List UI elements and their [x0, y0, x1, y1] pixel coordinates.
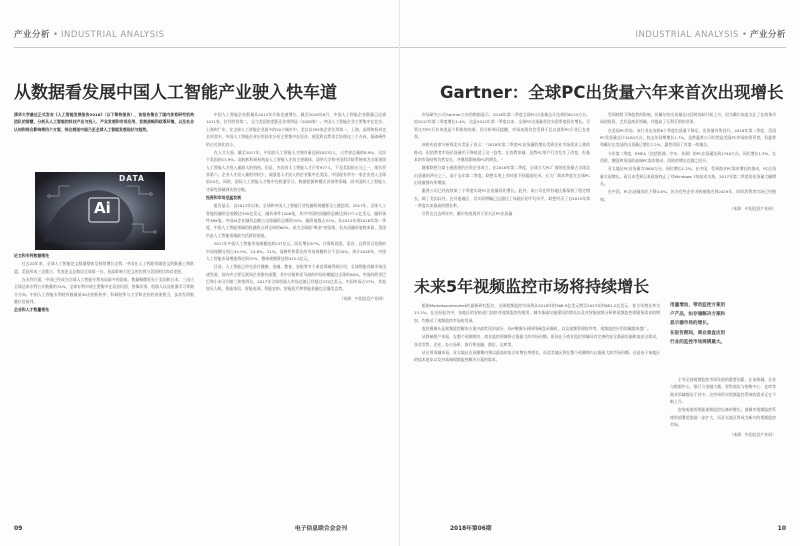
header-separator: • — [741, 30, 747, 40]
article-column-1-intro — [14, 111, 194, 169]
page-number: 09 — [14, 525, 23, 532]
paragraph: 根据Marketsandmarket的最新研究报告，全球视频监控市场将从2018年的368.9亿美元增至2023年的681.2亿美元，复合年增长率为13.1%。在这份报告中，各地区的安防部门加快对视频监控的使用，城市基础设施建设的增长以及对智能视频分析和视频监控即服务需求的增加，均推动了视频监控市场的发展。 — [414, 303, 660, 323]
header-separator: • — [53, 30, 59, 40]
paragraph: 安装或使用智能视频监控设备的增长，使城市视频监控系统的部署范围进一步扩大，而亚太地区将成为新兴的视频监控市场。 — [670, 407, 776, 428]
paragraph: 用量增加，带动监控方案用户产品，如存储解决方案和显示器市场的增长。 — [670, 303, 726, 326]
left-footer — [14, 525, 22, 532]
right-section-header — [635, 28, 786, 42]
article-column-1 — [14, 252, 194, 512]
right-page — [400, 0, 800, 546]
paragraph: 主导全球视频监控市场发展的重要因素，在该领域，企业与数据中心、银行与金融大楼、零售商店与购物中心、仓库等商业领域都处于其中。这些场所对视频监控系统的需求正在不断上升。 — [670, 377, 776, 405]
source-note: （来源：中国信息产业网） — [729, 206, 776, 212]
paragraph: 在报告期间，商业垂直应用行业的监控市场规模最大。 — [670, 331, 726, 346]
paragraph: 惠普公司已经连续第三个季度实现PC出货量同比增长。此外，该公司在所有地区都保持了稳定增长，除了美国以外，在其他地区，其实际增幅已远超过了该地区的平均水平。联想经历了自2015年第一季度以来最高的增长率。 — [414, 188, 590, 209]
section-title-en: INDUSTRIAL ANALYSIS — [635, 30, 739, 40]
article-title-1: Gartner：全球PC出货量六年来首次出现增长 — [440, 83, 784, 102]
section-title-en: INDUSTRIAL ANALYSIS — [61, 30, 165, 40]
paragraph: 受到持续下降趋势的影响，但戴尔的出货量在这段时间却开始上升，因为戴尔高度关注了在商务市场的投资，尤其是商业领域，并提高了无利可图的业务。 — [600, 112, 776, 125]
data-label: DATA — [119, 174, 145, 183]
paragraph: 随着联想与富士通创建的合资企业成立，在2018年第二季度，全球五大PC厂商的出货量占全球总出货量的四分之三，高于去年第二季度，联想实现上市时创下的超高纪录。五大厂商本季度在全球PC出货量都有所增加。 — [414, 165, 590, 186]
paragraph: 在人才方面，截至2017年，中国的人工智能人才拥有量达到18232人，占世界总量的8.9%，仅次于美国的13.9%。高校和科研机构是人工智能人才的主要载体，清华大学和中国科学院系统成为全球顶级人工智能人才投入量最大的机构。但是，杰出的人工智能人才只有977人，不及美国的五分之一，排名世界第六。企业人才投入量相对较少，高强度人才投入的企业集中在美国。中国现有华为一家企业进入全球前20名，同时，国际人工智能人才集中在机器学习、数据挖掘和模式识别等领域，而中国的人工智能人才研究领域则比较分散。 — [206, 149, 386, 192]
article1-column-1 — [414, 111, 590, 269]
paragraph: 2017年中国人工智能市场规模达到237亿元，同比增长67%。计算机视觉、语音、自然语言处理的市场规模分别占34.9%、24.8%、21%。而硬件和算法的市场规模约计不足20%。预计2018年，中国人工智能市场增速将达到75%，整体规模将达到415.5亿元。 — [206, 241, 386, 261]
paragraph: 从应用领域来看，亚太地区在预测期内将以最高的复合年增长率增长，而北美地区将在整个预测期内占据最大的市场份额。这是由于该地区的技术进步以及对高端视频监控解决方案的需求。 — [414, 349, 660, 363]
right-footer — [778, 525, 786, 532]
ai-illustration-image — [35, 172, 165, 250]
paragraph: 报告显示，自2013年以来，全球和中国人工智能行业投融资规模都呈上涨趋势。2017年，全球人工智能投融资总规模达395亿美元，融资事件1208笔，其中中国的投融资总额达到277.1亿美元，融资事件369笔。中国AI企业融资总额占全球融资总额的70%，融资笔数占31%。从2013年到2018年第一季度，中国人工智能领域的投融资占到全球的60%，成为全球最“吸金”的国家，但从投融资笔数来看，美国仍是人工智能领域最为活跃的国家。 — [206, 203, 386, 238]
header-rule — [14, 47, 399, 48]
article-title: 从数据看发展中国人工智能产业驶入快车道 — [14, 83, 337, 103]
left-section-header — [14, 28, 165, 42]
ai-label: Ai — [94, 199, 111, 217]
issue-date: 2018年第06期 — [450, 526, 492, 532]
publication-name-footer — [295, 523, 347, 532]
section-title-zh: 产业分析 — [14, 30, 51, 40]
paragraph: 在专利方面，中国已经成为全球人工智能专利布局最多的国家，数量略微领先于美国和日本，三国占全球总体专利公开数量的74%。全球专利申请主要集中在语音识别、图像识别、机器人以及机器学习等细分方向。中国人工智能专利持有数量前30名的机构中，科研院所与大学和企业的表现相当，技术发明数量位居前列。 — [14, 276, 194, 305]
paragraph: 在中国，PC出货量同比下降3.6%，因为有些企业采购被推迟到2019年，同时消费者市场已经饱和。 — [600, 189, 776, 202]
paragraph: 市场研究公司Gartner公布的数据显示，2018年第二季度全球PC出货量总计达到约6210万台，较2017年第二季度增长1.4%，这是2012年第一季度以来，全球PC出货量首次实现季度同比增长。尽管这对PC行业来说是个积极的结果，但分析师还提醒，市场表现仍会受到不足以说明PC行业已在复苏。 — [414, 112, 590, 140]
paragraph: 中国人工智能企业数量从2012年开始迅速增长，截至2018年6月，中国人工智能企业数量已达到1011家，位列世界第二，仅与美国的差距还非常明显（2028家）。中国人工智能企业主要集中在北京、上海和广东，在全球人工智能企业最多的20个城市中，北京以395家企业位列第一，上海、深圳和杭州也名列其中。中国人工智能企业应用技术分布主要集中在语音、视觉和自然语言处理这三个方向，基础硬件的占比则比较小。 — [206, 112, 386, 147]
paragraph: 今年第二季度，EMEA（包括欧洲、中东、非洲）的PC出货量达到1740万台，同比增长1.3%。在西欧，德国和英国的高端PC需求推动，西欧的增长也随之回升。 — [600, 150, 776, 164]
header-rule — [400, 47, 786, 48]
article2-column-1 — [414, 302, 660, 522]
article2-column-2 — [670, 376, 776, 506]
article-column-2 — [206, 111, 386, 515]
paragraph: 监控摄像头是视频监控解决方案中最常见的部分，从IP摄像头到网络硬盘录像机，以及视频管理软件等，视频监控应用领域越来越广。 — [421, 326, 651, 332]
paragraph: 在美国PC市场，该行业在连续6个季度出货量下降后，出货量有所回升。2018年第二季度，美国PC发货量总计1450万台，较去年同期增长1.7%。虽然惠普公司仍然是美国PC市场的领导者，但惠普和戴尔在美国的出货量已增长7.2%，惠普巩固了其第一的地位。 — [600, 127, 776, 148]
section-title-zh: 产业分析 — [749, 30, 786, 40]
paragraph: 从终端用户来看，在整个预测期内，商业监控领域将占据最大的市场份额，原因在于商业监控领域具有完善的安全基础设施和高安全需求，涉及零售、企业、办公场所、银行和金融、酒店、仓库等。 — [414, 334, 660, 347]
source-note: （来源：中国信息产业网） — [729, 431, 776, 437]
paragraph: 亚太地区PC出货量为2800万台，同比增长1.2%。在中国，受到商业PC需求增长的推动，PC出货量实现增长。而日本受到日本政府终止了对Windows 7的技术支持，2017年第二季度的出货量大幅增长。 — [600, 166, 776, 187]
paragraph: 目前，人工智能已经在医疗健康、金融、教育、安防等多个垂直领域得到应用，全球智能音箱市场迅速发展，国内外主要互联网企业都有部署，其中谷歌和亚马逊的市场份额超过全球的60%，中国的阿里巴巴和小米分列第三和第四位。2017年全球机器人市场总值已经超过232亿美元，中国市场占27%，其他如无人机、智能家居、智能电网、智能安防、智能医疗和智能金融也呈爆发态势。 — [206, 264, 386, 292]
paragraph: 过去20年来，全球人工智能论文数量整体呈持续增长态势，中国在人工智能领域论文的数量上和欧盟、美国形成三足鼎立，发表论文总数居全球第一位，但高影响力论文的比例与美国相比尚存差距。 — [14, 261, 194, 274]
source-note: （来源：中国信息产业网） — [339, 295, 386, 301]
page-number: 10 — [777, 525, 786, 532]
section-subheading: 清华大学最近正式发布《人工智能发展报告2018》（以下简称报告），该报告集合了国内多家研究机构团队的智慧，分析从人工智能的科技产出与投入、产业发展和市场应用、发展战略和政策环境，以及社会认知和综合影响等四个方面，综合展现中国乃至全球人工智能发展现状与趋势。 — [14, 112, 194, 132]
section-subheading: 投资和市场迅猛发展 — [206, 195, 242, 201]
issue-footer — [450, 523, 492, 532]
article1-column-2 — [600, 111, 776, 273]
publication-name: 电子信息联合会会刊 — [294, 526, 347, 532]
section-subheading: 论文和专利数据领先 — [14, 253, 50, 258]
section-subheading: 企业和人才数量领先 — [14, 307, 50, 313]
paragraph: 尽管在过去两年中，戴尔的表现对于亚太区PC出货量 — [421, 211, 513, 217]
article-title-2: 未来5年视频监控市场将持续增长 — [414, 277, 650, 296]
paragraph: 该机构首席分析师北川美佳子表示：“2018年第二季度PC出货量的增长受到企业市场需求上涨的推动，但消费者市场出货量仍下降抵消了这一趋势。在消费领域，虽然PC用户行为发生了改变，但基本的市场结构仍然存在，并继续影响着PC的增长。” — [414, 142, 590, 163]
article2-callout — [670, 302, 728, 350]
